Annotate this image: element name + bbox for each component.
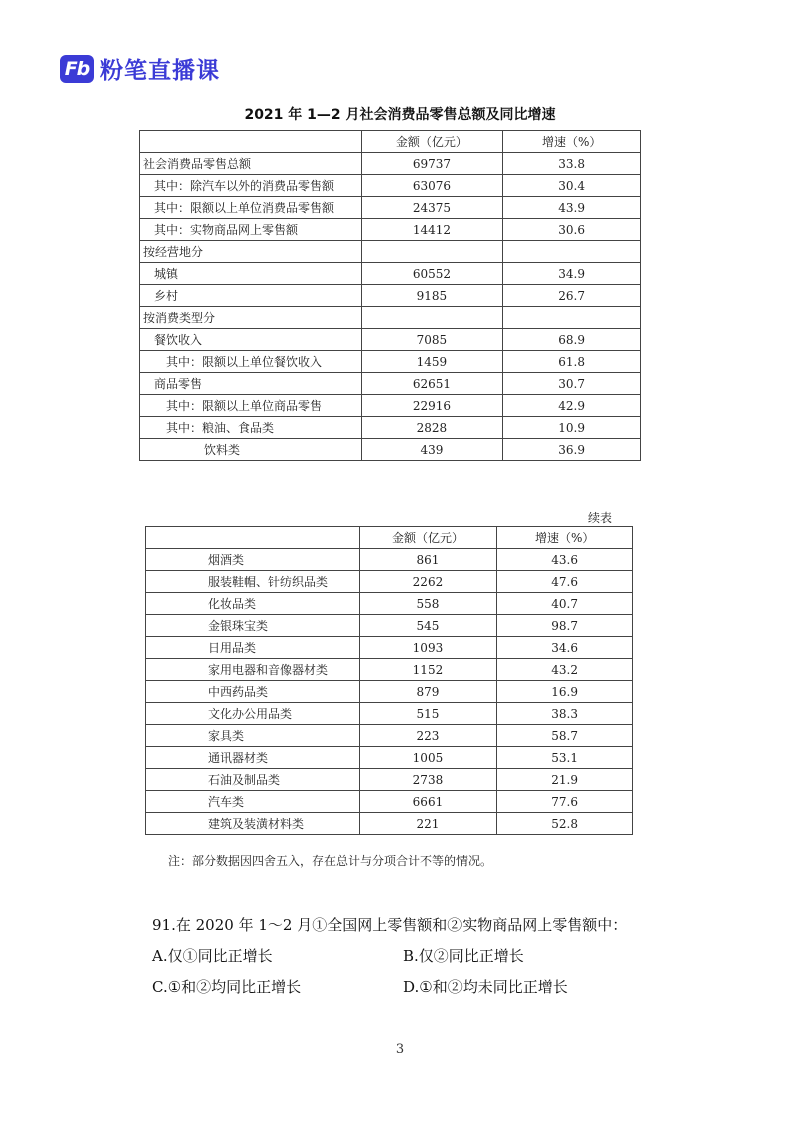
column-header: 金额（亿元） [359, 527, 497, 549]
amount-cell: 1005 [359, 747, 497, 769]
growth-cell: 61.8 [503, 351, 641, 373]
header-row [146, 527, 633, 549]
row-label: 其中：粮油、食品类 [140, 417, 362, 439]
amount-cell: 2262 [359, 571, 497, 593]
growth-cell: 68.9 [503, 329, 641, 351]
growth-cell [503, 307, 641, 329]
table-row [146, 549, 633, 571]
growth-cell: 30.7 [503, 373, 641, 395]
row-label: 按消费类型分 [140, 307, 362, 329]
growth-cell: 10.9 [503, 417, 641, 439]
row-label: 家具类 [146, 725, 360, 747]
row-label: 家用电器和音像器材类 [146, 659, 360, 681]
row-label: 商品零售 [140, 373, 362, 395]
table-row [146, 747, 633, 769]
amount-cell: 69737 [361, 153, 503, 175]
table-row [140, 241, 641, 263]
table-row [146, 659, 633, 681]
amount-cell: 879 [359, 681, 497, 703]
table-row [140, 307, 641, 329]
amount-cell [361, 307, 503, 329]
row-label: 石油及制品类 [146, 769, 360, 791]
table-row [146, 681, 633, 703]
table-row [146, 571, 633, 593]
table-row [140, 329, 641, 351]
growth-cell: 26.7 [503, 285, 641, 307]
table-row [146, 615, 633, 637]
amount-cell: 221 [359, 813, 497, 835]
amount-cell: 22916 [361, 395, 503, 417]
column-header [146, 527, 360, 549]
brand-logo [60, 52, 220, 85]
amount-cell: 6661 [359, 791, 497, 813]
table-row [140, 153, 641, 175]
row-label: 其中：限额以上单位餐饮收入 [140, 351, 362, 373]
table-row [140, 175, 641, 197]
amount-cell: 7085 [361, 329, 503, 351]
retail-sales-table [139, 130, 641, 461]
amount-cell: 861 [359, 549, 497, 571]
amount-cell: 223 [359, 725, 497, 747]
amount-cell: 545 [359, 615, 497, 637]
growth-cell: 53.1 [497, 747, 633, 769]
amount-cell: 62651 [361, 373, 503, 395]
option-d[interactable]: D.①和②均未同比正增长 [403, 978, 568, 996]
table-row [146, 769, 633, 791]
column-header: 增速（%） [497, 527, 633, 549]
growth-cell [503, 241, 641, 263]
growth-cell: 34.9 [503, 263, 641, 285]
table-row [140, 285, 641, 307]
growth-cell: 77.6 [497, 791, 633, 813]
growth-cell: 30.6 [503, 219, 641, 241]
amount-cell: 1152 [359, 659, 497, 681]
table-row [140, 263, 641, 285]
growth-cell: 42.9 [503, 395, 641, 417]
row-label: 饮料类 [140, 439, 362, 461]
row-label: 社会消费品零售总额 [140, 153, 362, 175]
table-row [146, 791, 633, 813]
amount-cell: 14412 [361, 219, 503, 241]
amount-cell: 63076 [361, 175, 503, 197]
table-title: 2021 年 1—2 月社会消费品零售总额及同比增速 [244, 107, 556, 123]
table-row [146, 725, 633, 747]
page-number: 3 [395, 1042, 405, 1057]
column-header [140, 131, 362, 153]
growth-cell: 43.9 [503, 197, 641, 219]
amount-cell: 2828 [361, 417, 503, 439]
growth-cell: 58.7 [497, 725, 633, 747]
table-row [140, 373, 641, 395]
amount-cell: 24375 [361, 197, 503, 219]
growth-cell: 33.8 [503, 153, 641, 175]
option-c[interactable]: C.①和②均同比正增长 [152, 978, 302, 996]
growth-cell: 98.7 [497, 615, 633, 637]
amount-cell: 2738 [359, 769, 497, 791]
table-row [140, 439, 641, 461]
question-stem: 91.在 2020 年 1～2 月①全国网上零售额和②实物商品网上零售额中： [152, 916, 628, 934]
retail-category-table [145, 526, 633, 835]
row-label: 金银珠宝类 [146, 615, 360, 637]
row-label: 城镇 [140, 263, 362, 285]
amount-cell: 9185 [361, 285, 503, 307]
row-label: 其中：实物商品网上零售额 [140, 219, 362, 241]
brand-mark-icon: Fb [60, 55, 94, 83]
column-header: 增速（%） [503, 131, 641, 153]
table-row [146, 593, 633, 615]
amount-cell [361, 241, 503, 263]
row-label: 其中：除汽车以外的消费品零售额 [140, 175, 362, 197]
growth-cell: 47.6 [497, 571, 633, 593]
table-row [140, 395, 641, 417]
amount-cell: 515 [359, 703, 497, 725]
row-label: 中西药品类 [146, 681, 360, 703]
row-label: 建筑及装潢材料类 [146, 813, 360, 835]
table-row [146, 703, 633, 725]
table-row [140, 197, 641, 219]
table-row [146, 637, 633, 659]
amount-cell: 1459 [361, 351, 503, 373]
row-label: 按经营地分 [140, 241, 362, 263]
amount-cell: 60552 [361, 263, 503, 285]
row-label: 通讯器材类 [146, 747, 360, 769]
column-header: 金额（亿元） [361, 131, 503, 153]
growth-cell: 34.6 [497, 637, 633, 659]
growth-cell: 16.9 [497, 681, 633, 703]
row-label: 文化办公用品类 [146, 703, 360, 725]
row-label: 其中：限额以上单位商品零售 [140, 395, 362, 417]
growth-cell: 38.3 [497, 703, 633, 725]
table-row [140, 219, 641, 241]
row-label: 餐饮收入 [140, 329, 362, 351]
row-label: 其中：限额以上单位消费品零售额 [140, 197, 362, 219]
header-row [140, 131, 641, 153]
table-row [140, 417, 641, 439]
table-row [140, 351, 641, 373]
growth-cell: 40.7 [497, 593, 633, 615]
retail-sales-table-body [140, 131, 641, 461]
growth-cell: 36.9 [503, 439, 641, 461]
option-b[interactable]: B.仅②同比正增长 [403, 947, 524, 965]
growth-cell: 52.8 [497, 813, 633, 835]
row-label: 服装鞋帽、针纺织品类 [146, 571, 360, 593]
row-label: 烟酒类 [146, 549, 360, 571]
row-label: 汽车类 [146, 791, 360, 813]
continued-label: 续表 [588, 511, 613, 525]
retail-category-table-body [146, 527, 633, 835]
table-row [146, 813, 633, 835]
amount-cell: 439 [361, 439, 503, 461]
brand-name: 粉笔直播课 [100, 58, 220, 84]
growth-cell: 21.9 [497, 769, 633, 791]
option-a[interactable]: A.仅①同比正增长 [152, 947, 273, 965]
row-label: 乡村 [140, 285, 362, 307]
growth-cell: 43.2 [497, 659, 633, 681]
growth-cell: 30.4 [503, 175, 641, 197]
row-label: 化妆品类 [146, 593, 360, 615]
growth-cell: 43.6 [497, 549, 633, 571]
amount-cell: 1093 [359, 637, 497, 659]
amount-cell: 558 [359, 593, 497, 615]
table-note: 注：部分数据因四舍五入，存在总计与分项合计不等的情况。 [168, 854, 493, 868]
row-label: 日用品类 [146, 637, 360, 659]
